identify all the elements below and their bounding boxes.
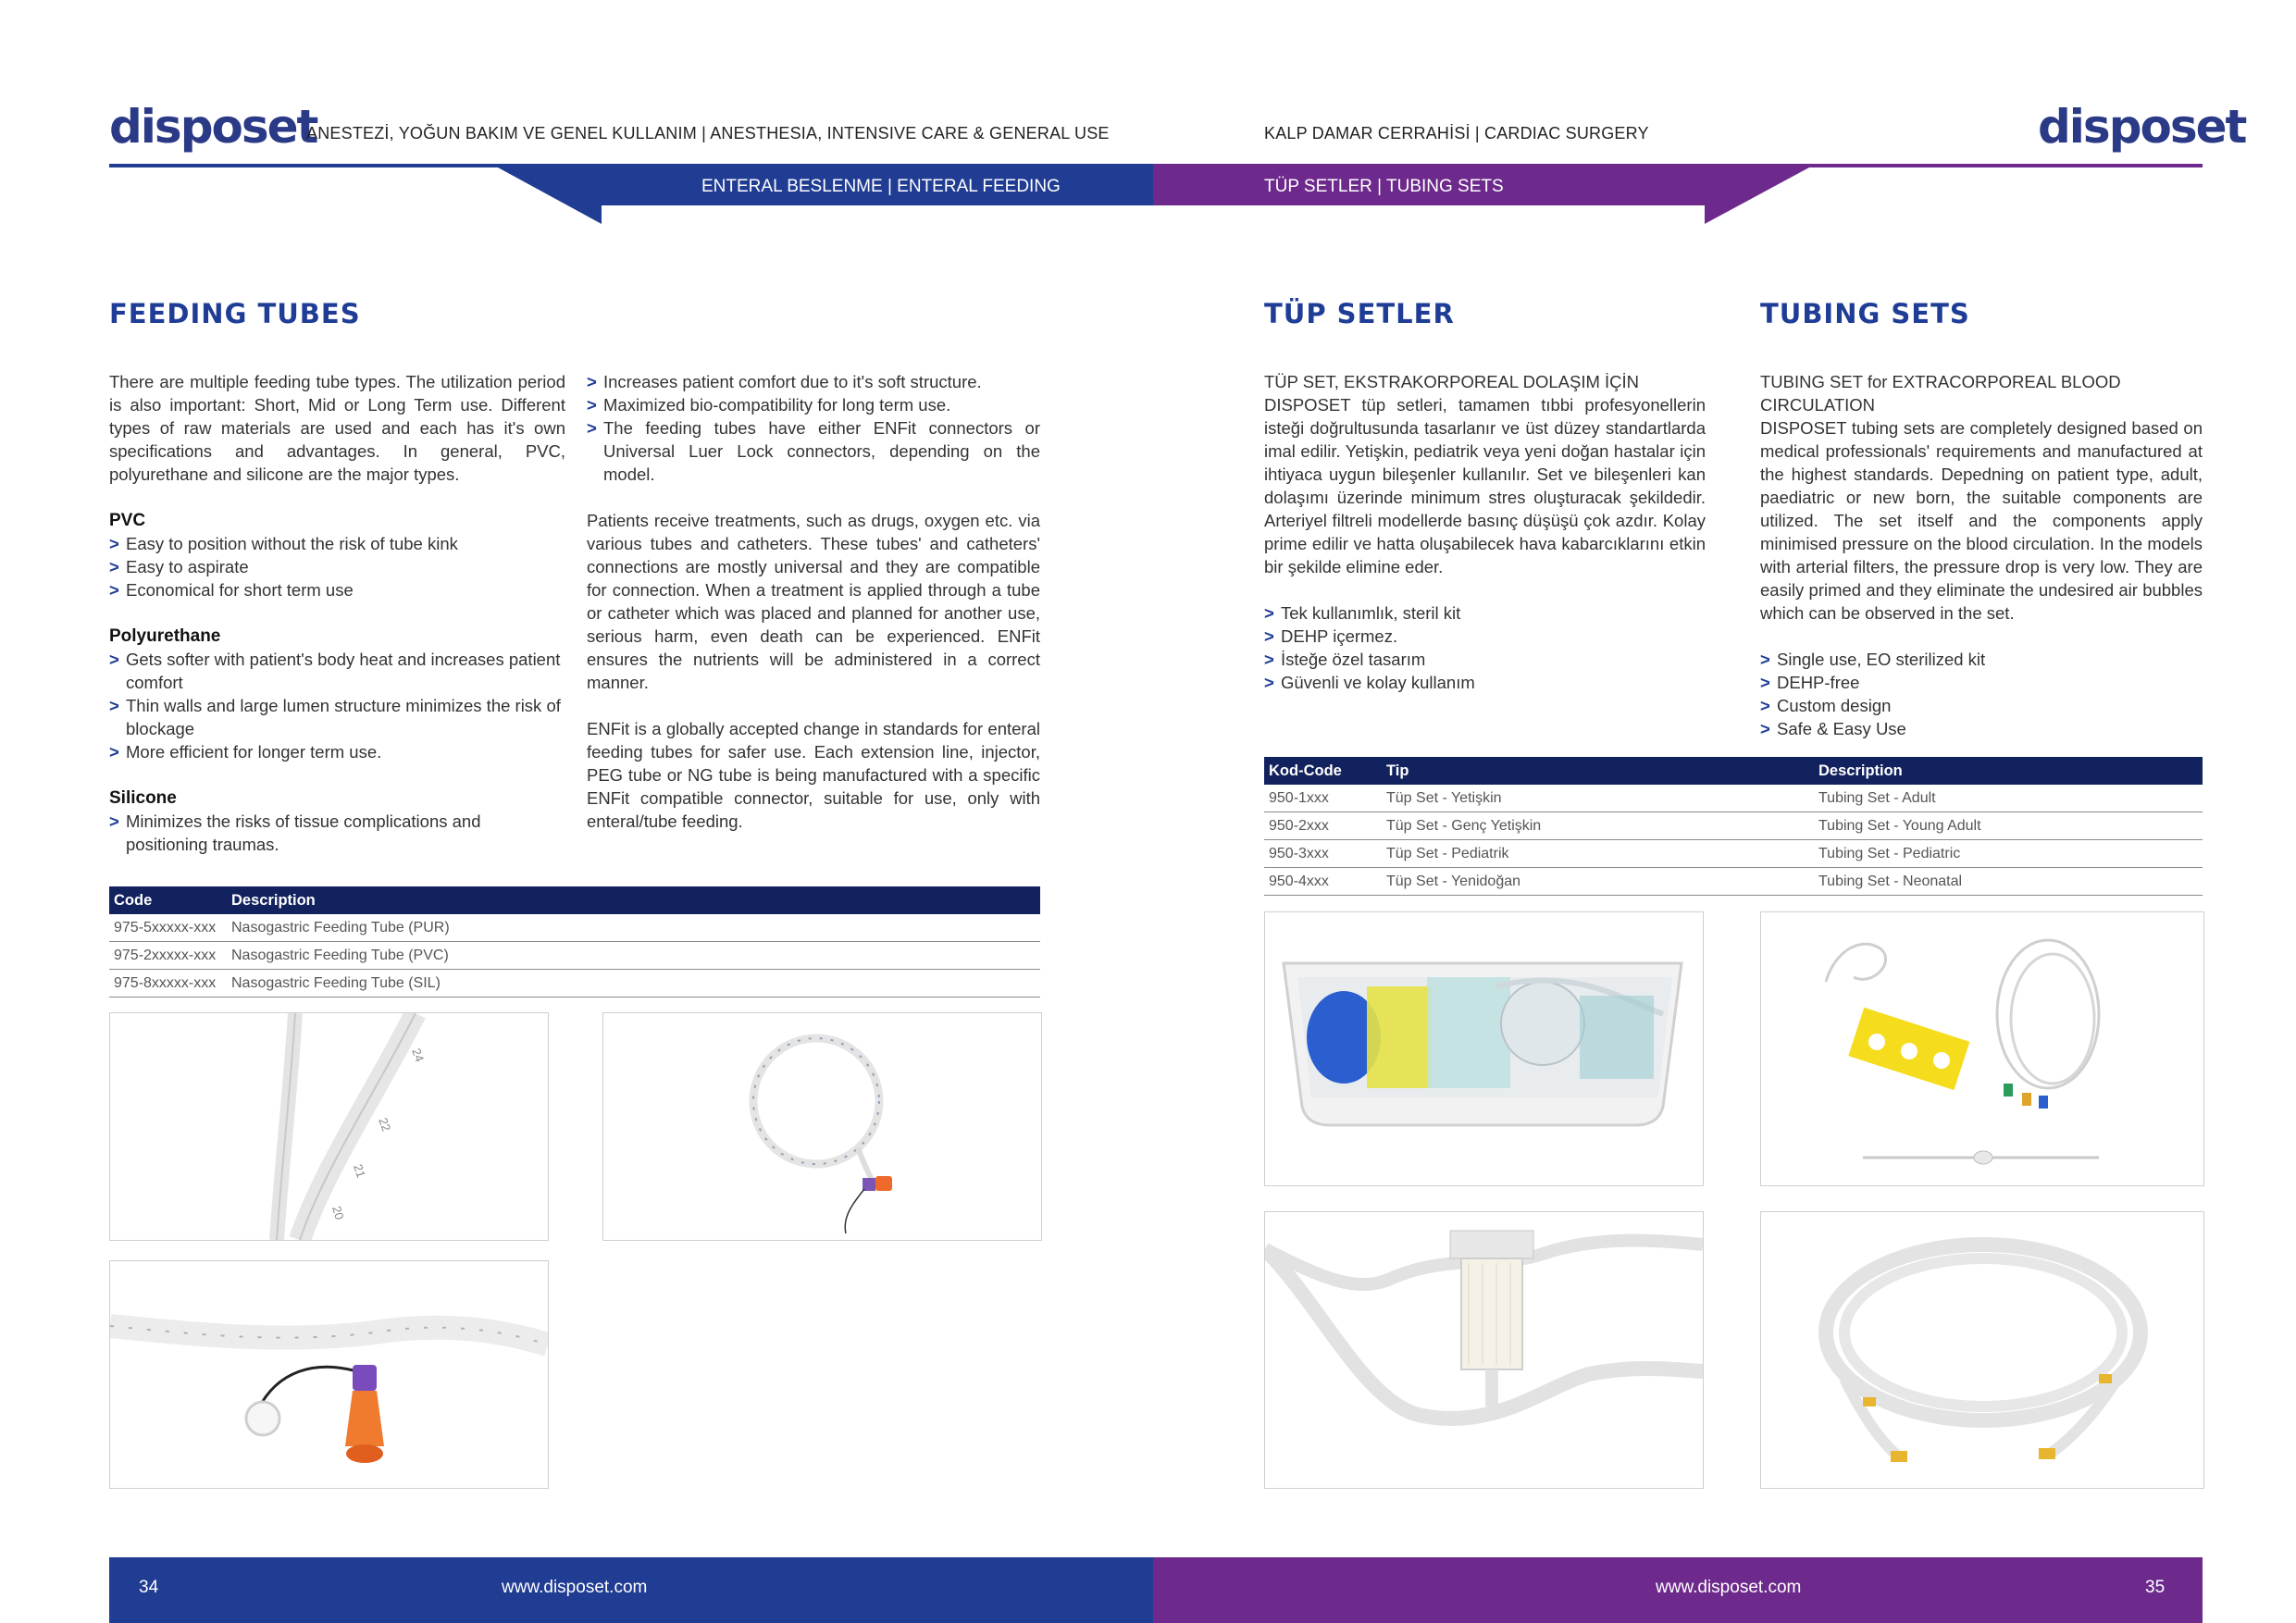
table-cell: Tubing Set - Adult xyxy=(1814,785,2203,812)
table-cell: Nasogastric Feeding Tube (PVC) xyxy=(227,942,1040,970)
feeding-tube-closeup-photo xyxy=(109,1012,549,1241)
page-number-right: 35 xyxy=(2145,1578,2166,1597)
tube-mark-21: 21 xyxy=(351,1162,368,1180)
silicone-list xyxy=(109,810,565,856)
tubing-set-tray-photo xyxy=(1264,911,1704,1186)
header-ribbon xyxy=(0,157,2296,228)
polyurethane-heading: Polyurethane xyxy=(109,626,221,646)
tube-mark-22: 22 xyxy=(376,1115,394,1134)
table-header-row xyxy=(109,886,1040,914)
tubing-sets-column-en xyxy=(1760,370,2203,740)
table-header-row xyxy=(1264,757,2203,785)
feeding-tubes-column-1 xyxy=(109,370,565,856)
table-row xyxy=(1264,840,2203,868)
list-item: > Gets softer with patient's body heat and increases patient comfort xyxy=(109,648,565,694)
arterial-filter-photo xyxy=(1264,1211,1704,1489)
table-header-description: Description xyxy=(227,886,1040,914)
table-cell: 950-3xxx xyxy=(1264,840,1382,868)
list-item: > Easy to position without the risk of tube kink xyxy=(109,532,565,555)
disposet-logo-left: disposet xyxy=(109,100,317,154)
website-link-right[interactable]: www.disposet.com xyxy=(1656,1578,1802,1597)
table-row xyxy=(109,970,1040,997)
tubing-sets-band: TÜP SETLER | TUBING SETS xyxy=(1264,177,1504,196)
table-header-code: Kod-Code xyxy=(1264,757,1382,785)
polyurethane-list xyxy=(109,648,565,763)
list-item: > Economical for short term use xyxy=(109,578,565,601)
enteral-feeding-band: ENTERAL BESLENME | ENTERAL FEEDING xyxy=(701,177,1061,196)
table-row xyxy=(109,942,1040,970)
feeding-tubes-title: FEEDING TUBES xyxy=(109,298,361,329)
table-cell: 950-1xxx xyxy=(1264,785,1382,812)
table-cell: Tüp Set - Yetişkin xyxy=(1382,785,1814,812)
table-cell: 950-4xxx xyxy=(1264,868,1382,896)
silicone-heading: Silicone xyxy=(109,788,177,808)
table-cell: Nasogastric Feeding Tube (PUR) xyxy=(227,914,1040,942)
page-number-left: 34 xyxy=(139,1578,159,1597)
tube-mark-20: 20 xyxy=(329,1204,347,1221)
table-cell: Tubing Set - Pediatric xyxy=(1814,840,2203,868)
list-item: > Tek kullanımlık, steril kit xyxy=(1264,601,1706,625)
list-item: > More efficient for longer term use. xyxy=(109,740,565,763)
tubing-sets-title-tr: TÜP SETLER xyxy=(1264,298,1455,329)
table-cell: Nasogastric Feeding Tube (SIL) xyxy=(227,970,1040,997)
list-item: > Safe & Easy Use xyxy=(1760,717,2203,740)
table-cell: Tüp Set - Genç Yetişkin xyxy=(1382,812,1814,840)
feeding-tubes-intro: There are multiple feeding tube types. The utilization period is also important: Short, Mid or Long Term use. Different types of raw materials are used and each has it's own specifications and advantages. In general, PVC, polyurethane and silicone are the major types. xyxy=(109,372,565,484)
list-item: > Maximized bio-compatibility for long term use. xyxy=(587,393,1040,416)
tubing-sets-table xyxy=(1264,757,2203,896)
disposet-logo-right: disposet xyxy=(2038,100,2246,154)
table-header-code: Code xyxy=(109,886,227,914)
feeding-tubes-column-2 xyxy=(587,370,1040,833)
table-cell: Tubing Set - Neonatal xyxy=(1814,868,2203,896)
table-row xyxy=(109,914,1040,942)
tr-paragraph: DISPOSET tüp setleri, tamamen tıbbi profesyonellerin isteği doğrultusunda tasarlanır ve üst düzey standartlarda imal edilir. Yetişkin, pediatrik veya yeni doğan hastalar için ihtiyaca uygun bileşenler kullanılır. Set ve bileşenleri kan dolaşımı üzerinde minimum stres oluşturacak şekildedir. Arteriyel filtreli modellerde basınç düşüşü çok azdır. Kolay prime edilir ve hatta oluşabilecek hava kabarcıklarını etkin bir şekilde elimine eder. xyxy=(1264,395,1706,576)
feeding-tubes-table xyxy=(109,886,1040,997)
table-cell: Tubing Set - Young Adult xyxy=(1814,812,2203,840)
table-row xyxy=(1264,785,2203,812)
website-link-left[interactable]: www.disposet.com xyxy=(502,1578,648,1597)
tubing-loop-photo xyxy=(1760,1211,2204,1489)
enfit-paragraph-1: Patients receive treatments, such as drugs, oxygen etc. via various tubes and catheters. These tubes' and catheters' connections are mostly universal and they are compatible for connection. When a treatment is applied through a tube or catheter which was placed and planned for another use, serious harm, even death can be experienced. ENFit ensures the nutrients will be administered in a correct manner. xyxy=(587,511,1040,692)
list-item: > Güvenli ve kolay kullanım xyxy=(1264,671,1706,694)
feeding-tube-coil-photo xyxy=(602,1012,1042,1241)
table-cell: 975-8xxxxx-xxx xyxy=(109,970,227,997)
pvc-heading: PVC xyxy=(109,511,146,530)
en-heading: TUBING SET for EXTRACORPOREAL BLOOD CIRCULATION xyxy=(1760,372,2121,415)
list-item: > DEHP-free xyxy=(1760,671,2203,694)
list-item: > Custom design xyxy=(1760,694,2203,717)
tubing-sets-title-en: TUBING SETS xyxy=(1760,298,1970,329)
list-item: > Easy to aspirate xyxy=(109,555,565,578)
left-category-title: ANESTEZİ, YOĞUN BAKIM VE GENEL KULLANIM | ANESTHESIA, INTENSIVE CARE & GENERAL USE xyxy=(306,124,1110,142)
list-item: > DEHP içermez. xyxy=(1264,625,1706,648)
enfit-paragraph-2: ENFit is a globally accepted change in standards for enteral feeding tubes for safer use. Each extension line, injector, PEG tube or NG tube is being manufactured with a specific ENFit compatible connector, suitable for use, only with enteral/tube feeding. xyxy=(587,719,1040,831)
table-header-type: Tip xyxy=(1382,757,1814,785)
table-cell: 975-2xxxxx-xxx xyxy=(109,942,227,970)
list-item: > Increases patient comfort due to it's soft structure. xyxy=(587,370,1040,393)
list-item: > İsteğe özel tasarım xyxy=(1264,648,1706,671)
list-item: > The feeding tubes have either ENFit connectors or Universal Luer Lock connectors, depending on the model. xyxy=(587,416,1040,486)
tubing-set-components-photo xyxy=(1760,911,2204,1186)
right-category-title: KALP DAMAR CERRAHİSİ | CARDIAC SURGERY xyxy=(1264,124,1649,142)
enfit-connector-photo xyxy=(109,1260,549,1489)
tube-mark-24: 24 xyxy=(409,1046,428,1064)
pvc-list xyxy=(109,532,565,601)
tubing-sets-column-tr xyxy=(1264,370,1706,694)
tr-features-list xyxy=(1264,601,1706,694)
table-cell: Tüp Set - Yenidoğan xyxy=(1382,868,1814,896)
table-header-description: Description xyxy=(1814,757,2203,785)
table-row xyxy=(1264,812,2203,840)
list-item: > Thin walls and large lumen structure minimizes the risk of blockage xyxy=(109,694,565,740)
list-item: > Single use, EO sterilized kit xyxy=(1760,648,2203,671)
tr-heading: TÜP SET, EKSTRAKORPOREAL DOLAŞIM İÇİN xyxy=(1264,372,1640,391)
table-row xyxy=(1264,868,2203,896)
table-cell: 975-5xxxxx-xxx xyxy=(109,914,227,942)
table-cell: Tüp Set - Pediatrik xyxy=(1382,840,1814,868)
en-features-list xyxy=(1760,648,2203,740)
enfit-benefits-list xyxy=(587,370,1040,486)
list-item: > Minimizes the risks of tissue complications and positioning traumas. xyxy=(109,810,565,856)
en-paragraph: DISPOSET tubing sets are completely designed based on medical professionals' requirements and manufactured at the highest standards. Depedning on patient type, adult, paediatric or new born, the suitable components are utilized. The set itself and the components apply minimised pressure on the blood circulation. In the models with arterial filters, the pressure drop is very low. They are easily primed and they eliminate the undesired air bubbles which can be observed in the set. xyxy=(1760,418,2203,623)
table-cell: 950-2xxx xyxy=(1264,812,1382,840)
